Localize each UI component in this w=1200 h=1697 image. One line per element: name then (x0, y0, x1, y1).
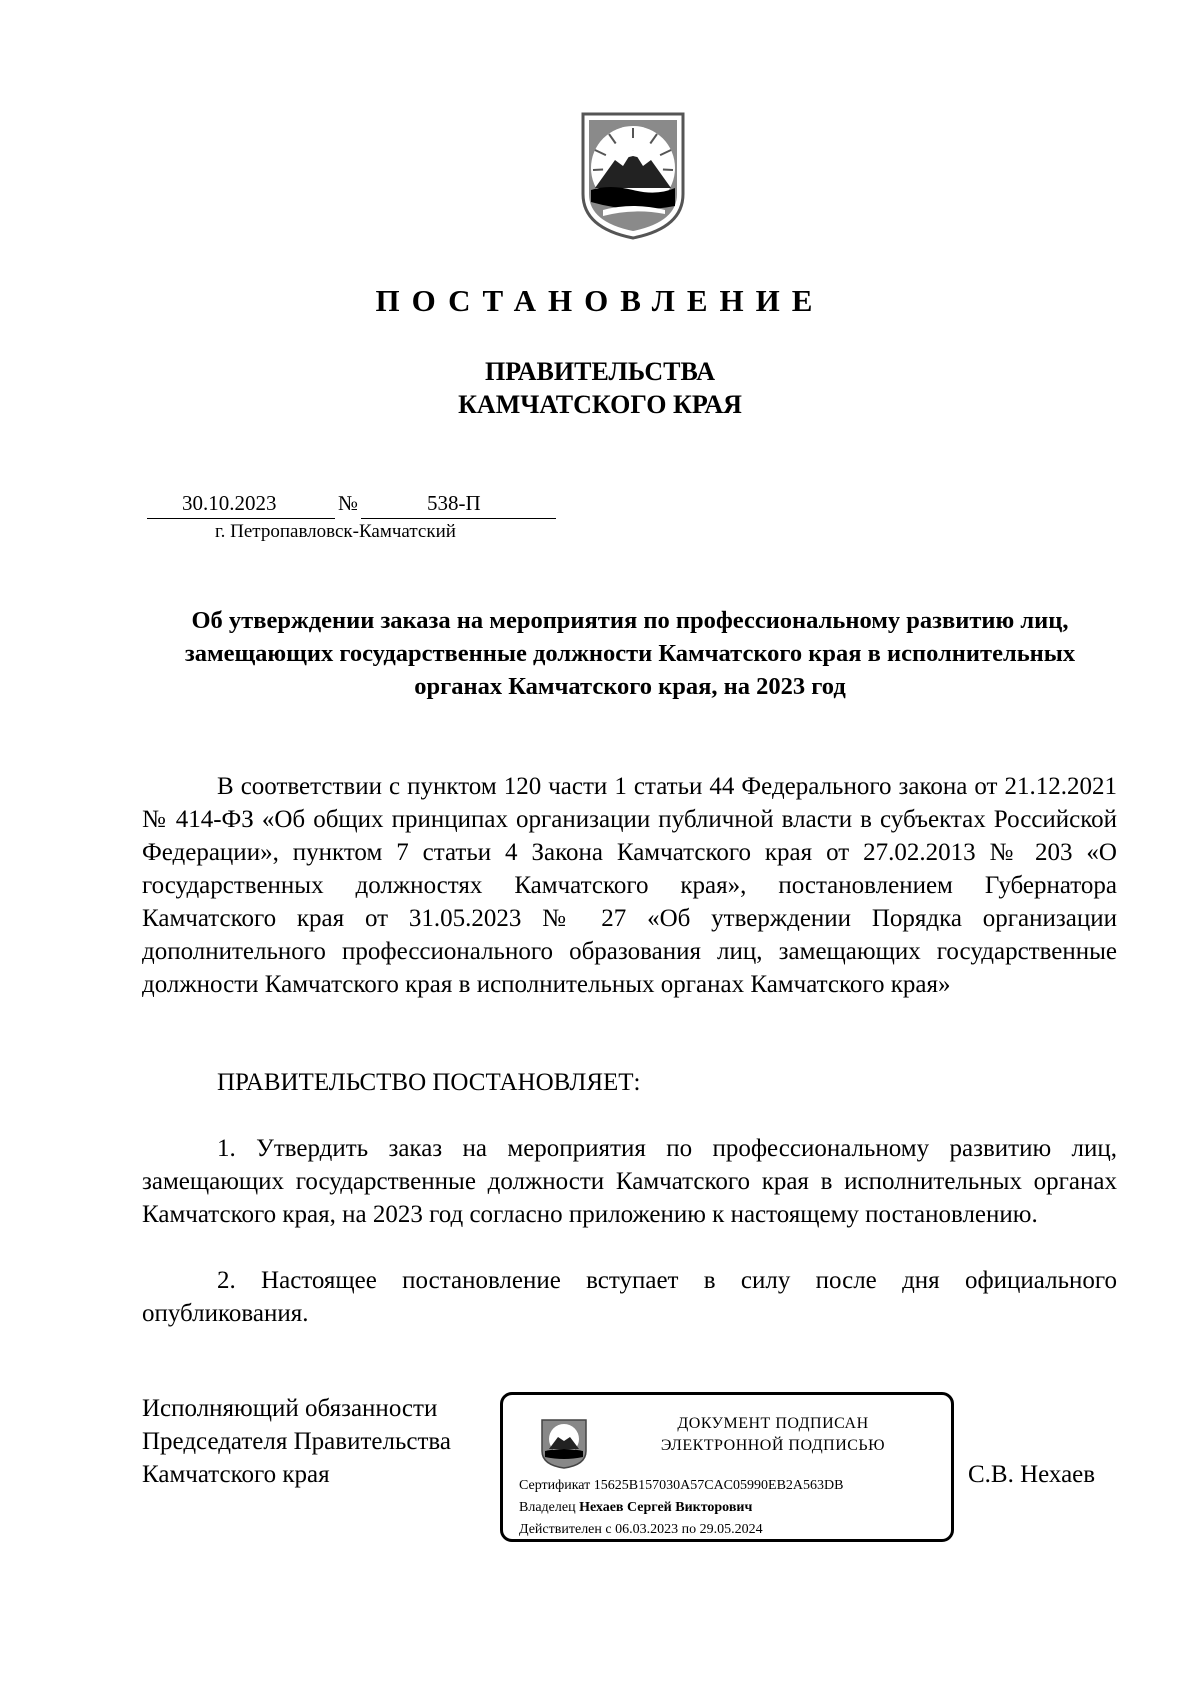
signatory-position-line-3: Камчатского края (142, 1461, 330, 1488)
kamchatka-coat-of-arms-icon (579, 110, 687, 240)
signatory-position-line-1: Исполняющий обязанности (142, 1395, 438, 1422)
kamchatka-coat-of-arms-small-icon (539, 1417, 589, 1469)
stamp-heading (603, 1413, 943, 1457)
stamp-validity (519, 1521, 763, 1539)
number-underline (361, 518, 556, 519)
number-sign: № (338, 491, 359, 515)
document-number: 538-П (427, 491, 481, 515)
stamp-heading-line-2: ЭЛЕКТРОННОЙ ПОДПИСЬЮ (660, 1437, 886, 1454)
resolution-heading: ПРАВИТЕЛЬСТВО ПОСТАНОВЛЯЕТ: (217, 1069, 641, 1096)
valid-label: Действителен с (519, 1522, 612, 1537)
resolution-item-1: 1. Утвердить заказ на мероприятия по профессиональному развитию лиц, замещающих государственные должности Камчатского края в исполнительных органах Камчатского края, на 2023 год согласно приложению к настоящему постановлению. (142, 1135, 1117, 1228)
authority-line-1: ПРАВИТЕЛЬСТВА (485, 357, 715, 386)
owner-value: Нехаев Сергей Викторович (579, 1500, 753, 1515)
valid-to: 29.05.2024 (699, 1522, 763, 1537)
date-underline (147, 518, 335, 519)
stamp-certificate (519, 1477, 843, 1495)
issuing-authority (0, 355, 1200, 421)
signatory-position (142, 1392, 451, 1491)
document-date: 30.10.2023 (182, 491, 277, 515)
authority-line-2: КАМЧАТСКОГО КРАЯ (458, 390, 742, 419)
valid-to-label: по (681, 1522, 697, 1537)
stamp-owner (519, 1499, 752, 1517)
owner-label: Владелец (519, 1500, 576, 1515)
stamp-heading-line-1: ДОКУМЕНТ ПОДПИСАН (677, 1415, 869, 1432)
certificate-label: Сертификат (519, 1478, 591, 1493)
valid-from: 06.03.2023 (615, 1522, 679, 1537)
signatory-position-line-2: Председателя Правительства (142, 1428, 451, 1455)
certificate-value: 15625B157030A57CAC05990EB2A563DB (593, 1478, 844, 1493)
signatory-name: С.В. Нехаев (968, 1461, 1096, 1488)
preamble-paragraph: В соответствии с пунктом 120 части 1 статьи 44 Федерального закона от 21.12.2021 № 414-ФЗ «Об общих принципах организации публичной власти в субъектах Российской Федерации», пунктом 7 статьи 4 Закона Камчатского края от 27.02.2013 № 203 «О государственных должностях Камчатского края», постановлением Губернатора Камчатского края от 31.05.2023 № 27 «Об утверждении Порядка организации дополнительного профессионального образования лиц, замещающих государственные должности Камчатского края в исполнительных органах Камчатского края» (142, 773, 1117, 998)
document-type: ПОСТАНОВЛЕНИЕ (375, 283, 825, 318)
issue-city: г. Петропавловск-Камчатский (215, 521, 456, 542)
electronic-signature-stamp (500, 1392, 954, 1542)
resolution-item-2: 2. Настоящее постановление вступает в силу после дня официального опубликования. (142, 1267, 1117, 1327)
document-title: Об утверждении заказа на мероприятия по профессиональному развитию лиц, замещающих государственные должности Камчатского края в исполнительных органах Камчатского края, на 2023 год (184, 607, 1076, 700)
